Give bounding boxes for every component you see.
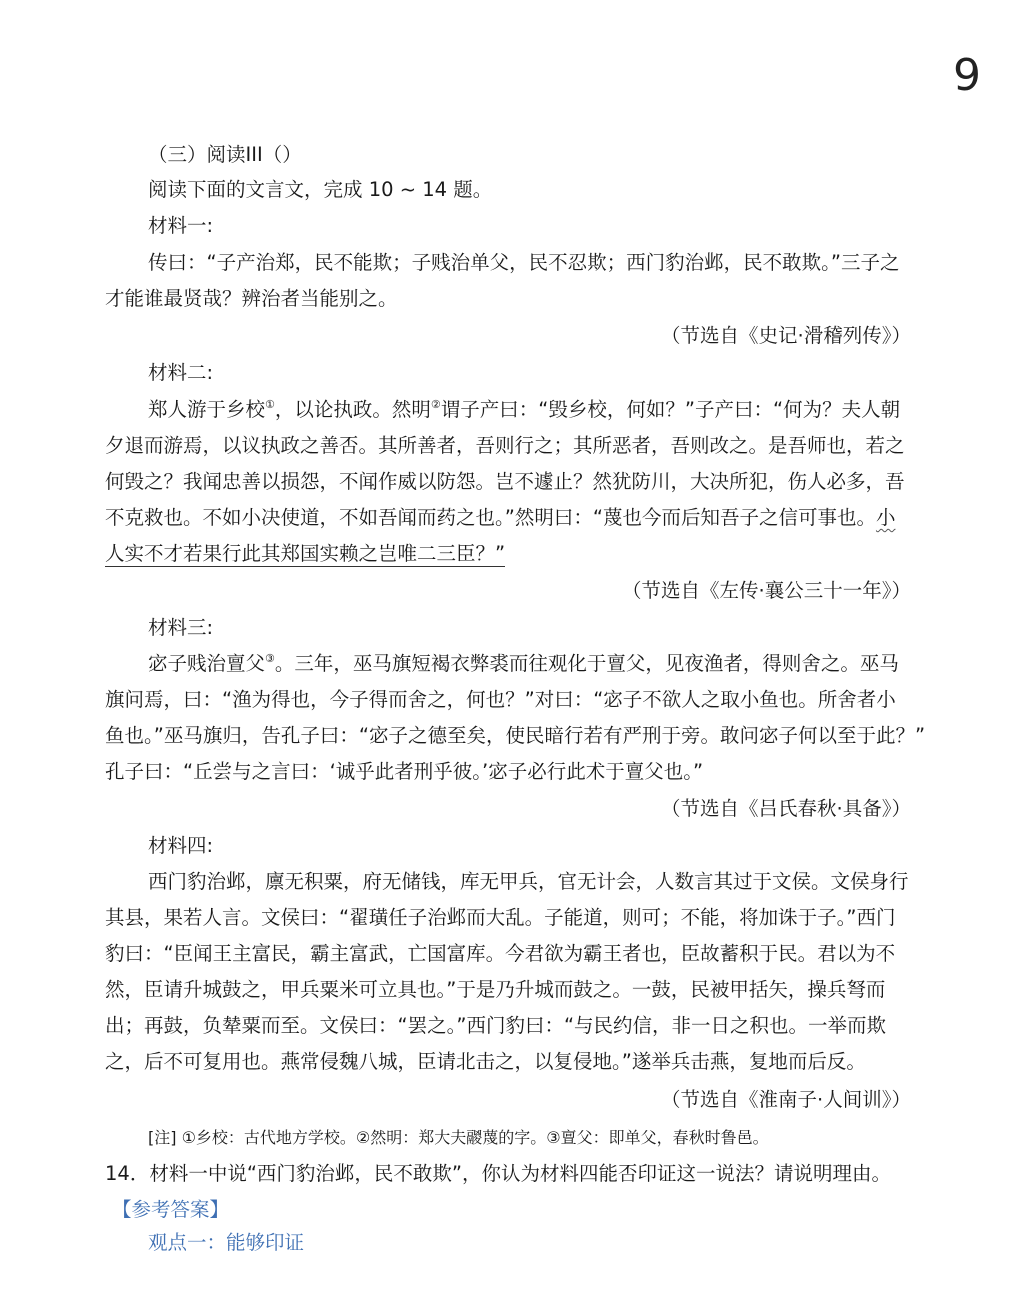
material-4-text: [105, 864, 920, 1080]
text-segment: 。三年，巫马旗短褐衣弊裘而往观化于亶父，见夜渔者，得则舍之。巫马: [274, 652, 899, 675]
text-line: 豹曰：“臣闻王主富民，霸主富武，亡国富库。今君欲为霸王者也，臣故蓄积于民。君以为不: [105, 942, 896, 965]
text-segment: 不克救也。不如小决使道，不如吾闻而药之也。”然明曰：“蔑也今而后知吾子之信可事也。: [105, 506, 876, 529]
text-line: 旗问焉，曰：“渔为得也，今子得而舍之，何也？”对曰：“宓子不欲人之取小鱼也。所舍者小: [105, 688, 896, 711]
material-1-text: [105, 245, 920, 317]
footnote-mark: ③: [265, 652, 275, 665]
material-2-label: 材料二:: [148, 361, 214, 384]
underlined-sentence: 人实不才若果行此其郑国实赖之岂唯二三臣？”: [105, 542, 506, 565]
text-line: 西门豹治邺，廪无积粟，府无储钱，库无甲兵，官无计会，人数言其过于文侯。文侯身行: [148, 870, 909, 893]
text-line: 才能谁最贤哉？辨治者当能别之。: [105, 287, 398, 310]
text-line: 鱼也。”巫马旗归，告孔子曰：“宓子之德至矣，使民暗行若有严刑于旁。敢问宓子何以至于此？”: [105, 724, 926, 747]
text-line: 何毁之？我闻忠善以损怨，不闻作威以防怨。岂不遽止？然犹防川，大决所犯，伤人必多，吾: [105, 470, 905, 493]
section-title: （三）阅读III（）: [148, 143, 302, 166]
material-1-source: （节选自《史记·滑稽列传》）: [661, 324, 911, 347]
text-segment: ，以论执政。然明: [274, 398, 431, 421]
text-segment: 郑人游于乡校: [148, 398, 266, 421]
material-1-label: 材料一:: [148, 214, 214, 237]
footnote-mark: ②: [430, 398, 441, 411]
text-line: [105, 392, 920, 428]
material-3-text: [105, 646, 926, 790]
text-line: [105, 500, 920, 536]
text-line: 孔子曰：“丘尝与之言曰：‘诚乎此者刑乎彼。’宓子必行此术于亶父也。”: [105, 760, 704, 783]
answer-header: 【参考答案】: [112, 1198, 230, 1221]
text-segment: 宓子贱治亶父: [148, 652, 266, 675]
answer-viewpoint: 观点一：能够印证: [148, 1231, 305, 1254]
material-4-source: （节选自《淮南子·人间训》）: [661, 1088, 911, 1111]
instruction: 阅读下面的文言文，完成 10 ~ 14 题。: [148, 178, 493, 201]
wavy-underlined-text: 小: [875, 506, 896, 529]
text-line: 出；再鼓，负辇粟而至。文侯曰：“罢之。”西门豹曰：“与民约信，非一日之积也。一举而欺: [105, 1014, 887, 1037]
material-3-label: 材料三:: [148, 616, 214, 639]
footnote: [注] ①乡校：古代地方学校。②然明：郑大夫鬷蔑的字。③亶父：即单父，春秋时鲁邑。: [148, 1128, 769, 1147]
footnote-mark: ①: [265, 398, 275, 411]
text-line: 夕退而游焉，以议执政之善否。其所善者，吾则行之；其所恶者，吾则改之。是吾师也，若之: [105, 434, 905, 457]
text-line: [105, 536, 920, 572]
text-line: 其县，果若人言。文侯曰：“翟璜任子治邺而大乱。子能道，则可；不能，将加诛于子。”西门: [105, 906, 896, 929]
text-segment: 谓子产曰：“毁乡校，何如？”子产曰：“何为？夫人朝: [440, 398, 901, 421]
text-line: 然，臣请升城鼓之，甲兵粟米可立具也。”于是乃升城而鼓之。一鼓，民被甲括矢，操兵弩而: [105, 978, 886, 1001]
text-line: [105, 646, 920, 682]
page-number: 9: [953, 50, 981, 101]
material-4-label: 材料四:: [148, 834, 214, 857]
material-2-source: （节选自《左传·襄公三十一年》）: [622, 579, 911, 602]
material-3-source: （节选自《吕氏春秋·具备》）: [661, 797, 911, 820]
material-2-text: [105, 392, 920, 572]
text-line: 之，后不可复用也。燕常侵魏八城，臣请北击之，以复侵地。”遂举兵击燕，复地而后反。: [105, 1050, 866, 1073]
text-line: 传曰：“子产治郑，民不能欺；子贱治单父，民不忍欺；西门豹治邺，民不敢欺。”三子之: [148, 251, 900, 274]
question-14: 14．材料一中说“西门豹治邺，民不敢欺”，你认为材料四能否印证这一说法？请说明理由。: [105, 1162, 892, 1185]
